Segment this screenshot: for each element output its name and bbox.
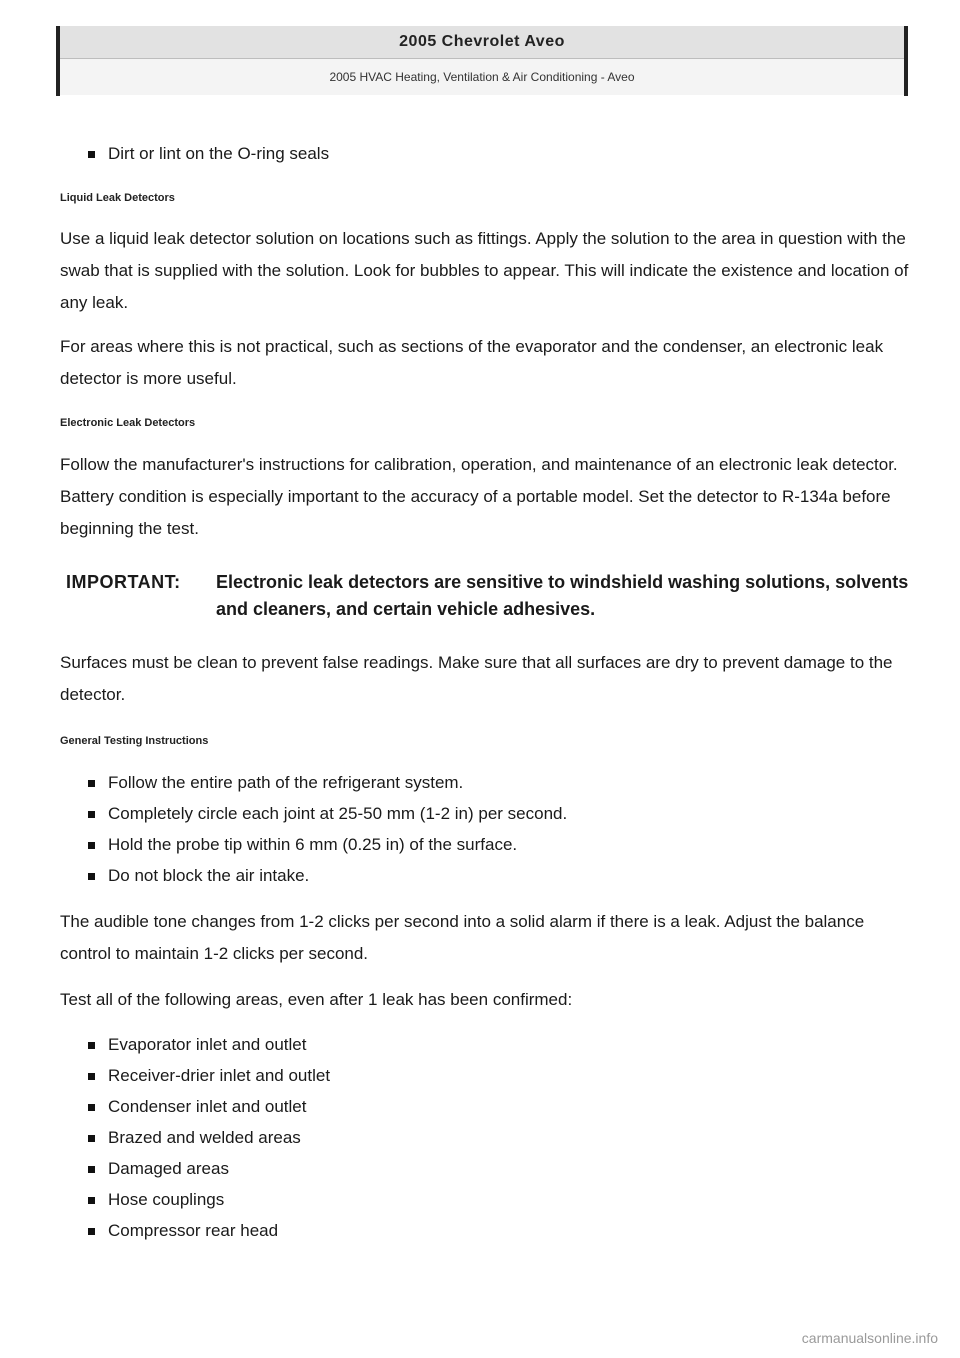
important-note <box>66 569 910 623</box>
list-item <box>60 829 910 860</box>
section-heading-general-testing: General Testing Instructions <box>60 735 209 747</box>
list-item-text: Follow the entire path of the refrigerant system. <box>108 773 464 792</box>
bullet-icon <box>88 1073 95 1080</box>
document-body <box>60 138 910 1246</box>
bullet-icon <box>88 151 95 158</box>
document-header <box>56 26 908 96</box>
header-title: 2005 Chevrolet Aveo <box>60 26 904 59</box>
section-heading-electronic-leak: Electronic Leak Detectors <box>60 417 196 429</box>
bullet-icon <box>88 1166 95 1173</box>
testing-bullet-list <box>60 767 910 891</box>
intro-bullet-list <box>60 138 910 169</box>
paragraph: Follow the manufacturer's instructions for calibration, operation, and maintenance of an electronic leak detector. Battery condition is especially important to the accuracy of a portable model. Set the detector to R-134a before beginning the test. <box>60 455 898 538</box>
list-item <box>60 1029 910 1060</box>
list-item <box>60 138 910 169</box>
bullet-icon <box>88 873 95 880</box>
header-subtitle: 2005 HVAC Heating, Ventilation & Air Conditioning - Aveo <box>60 59 904 95</box>
list-item <box>60 1091 910 1122</box>
test-areas-list <box>60 1029 910 1246</box>
list-item <box>60 1122 910 1153</box>
list-item <box>60 1215 910 1246</box>
important-text: Electronic leak detectors are sensitive to windshield washing solutions, solvents and cleaners, and certain vehicle adhesives. <box>216 572 909 619</box>
bullet-icon <box>88 780 95 787</box>
paragraph: Surfaces must be clean to prevent false readings. Make sure that all surfaces are dry to prevent damage to the detector. <box>60 653 893 704</box>
list-item-text: Hose couplings <box>108 1190 225 1209</box>
list-item-text: Receiver-drier inlet and outlet <box>108 1066 331 1085</box>
list-item-text: Compressor rear head <box>108 1221 279 1240</box>
list-item-text: Damaged areas <box>108 1159 229 1178</box>
list-item <box>60 1153 910 1184</box>
list-item-text: Hold the probe tip within 6 mm (0.25 in) of the surface. <box>108 835 518 854</box>
paragraph: The audible tone changes from 1-2 clicks per second into a solid alarm if there is a leak. Adjust the balance control to maintain 1-2 clicks per second. <box>60 912 865 963</box>
list-item-text: Do not block the air intake. <box>108 866 310 885</box>
list-item <box>60 1060 910 1091</box>
bullet-icon <box>88 1228 95 1235</box>
list-item <box>60 1184 910 1215</box>
bullet-icon <box>88 1104 95 1111</box>
list-item-text: Completely circle each joint at 25-50 mm (1-2 in) per second. <box>108 804 568 823</box>
list-item-text: Dirt or lint on the O-ring seals <box>108 144 330 163</box>
paragraph: Use a liquid leak detector solution on locations such as fittings. Apply the solution to the area in question with the swab that is supplied with the solution. Look for bubbles to appear. This will indicate the existence and location of any leak. <box>60 229 909 312</box>
list-item-text: Condenser inlet and outlet <box>108 1097 307 1116</box>
bullet-icon <box>88 842 95 849</box>
bullet-icon <box>88 1135 95 1142</box>
watermark-text[interactable]: carmanualsonline.info <box>801 1330 938 1346</box>
list-item <box>60 860 910 891</box>
list-item <box>60 798 910 829</box>
section-heading-liquid-leak: Liquid Leak Detectors <box>60 192 175 204</box>
bullet-icon <box>88 1197 95 1204</box>
list-item-text: Brazed and welded areas <box>108 1128 301 1147</box>
important-label: IMPORTANT: <box>66 572 181 592</box>
paragraph: For areas where this is not practical, such as sections of the evaporator and the condenser, an electronic leak detector is more useful. <box>60 337 884 388</box>
list-item-text: Evaporator inlet and outlet <box>108 1035 307 1054</box>
bullet-icon <box>88 1042 95 1049</box>
paragraph: Test all of the following areas, even after 1 leak has been confirmed: <box>60 990 573 1009</box>
list-item <box>60 767 910 798</box>
bullet-icon <box>88 811 95 818</box>
